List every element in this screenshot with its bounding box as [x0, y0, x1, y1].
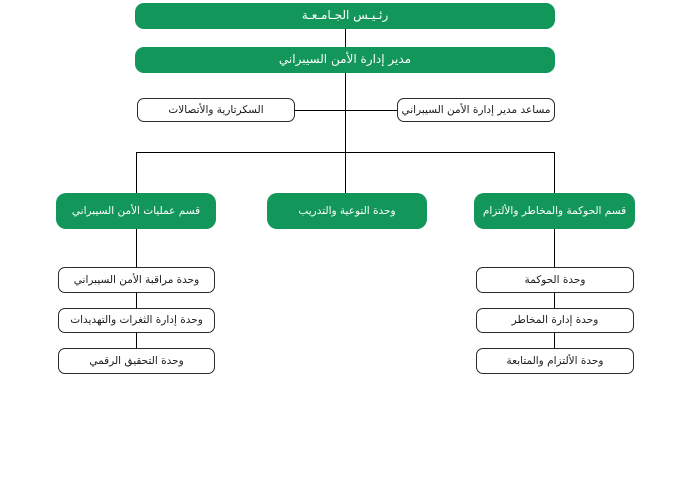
connector-ops-monitoring: [136, 229, 137, 267]
node-risk-management-unit: وحدة إدارة المخاطر: [476, 308, 634, 333]
node-assistant-director: مساعد مدير إدارة الأمن السيبراني: [397, 98, 555, 122]
connector-monitoring-threats: [136, 293, 137, 308]
connector-threats-forensics: [136, 333, 137, 348]
node-operations-department: قسم عمليات الأمن السيبراني: [56, 193, 216, 229]
node-digital-forensics-unit: وحدة التحقيق الرقمي: [58, 348, 215, 374]
connector-branch-horizontal: [136, 152, 555, 153]
connector-director-trunk: [345, 73, 346, 193]
node-awareness-training-unit: وحدة التوعية والتدريب: [267, 193, 427, 229]
node-university-president: رئـيـس الجـامـعـة: [135, 3, 555, 29]
connector-risk-compliance: [554, 333, 555, 348]
connector-governance-risk: [554, 293, 555, 308]
node-monitoring-unit: وحدة مراقبة الأمن السيبراني: [58, 267, 215, 293]
node-secretariat-communications: السكرتارية والأتصالات: [137, 98, 295, 122]
connector-president-director: [345, 29, 346, 47]
connector-staff-horizontal: [295, 110, 397, 111]
node-governance-risk-compliance-department: قسم الحوكمة والمخاطر والألتزام: [474, 193, 635, 229]
node-governance-unit: وحدة الحوكمة: [476, 267, 634, 293]
connector-branch-right-drop: [554, 152, 555, 193]
connector-grc-governance: [554, 229, 555, 267]
connector-branch-left-drop: [136, 152, 137, 193]
node-compliance-followup-unit: وحدة الألتزام والمتابعة: [476, 348, 634, 374]
node-threats-vulnerabilities-unit: وحدة إدارة الثغرات والتهديدات: [58, 308, 215, 333]
node-cybersecurity-director: مدير إدارة الأمن السيبراني: [135, 47, 555, 73]
